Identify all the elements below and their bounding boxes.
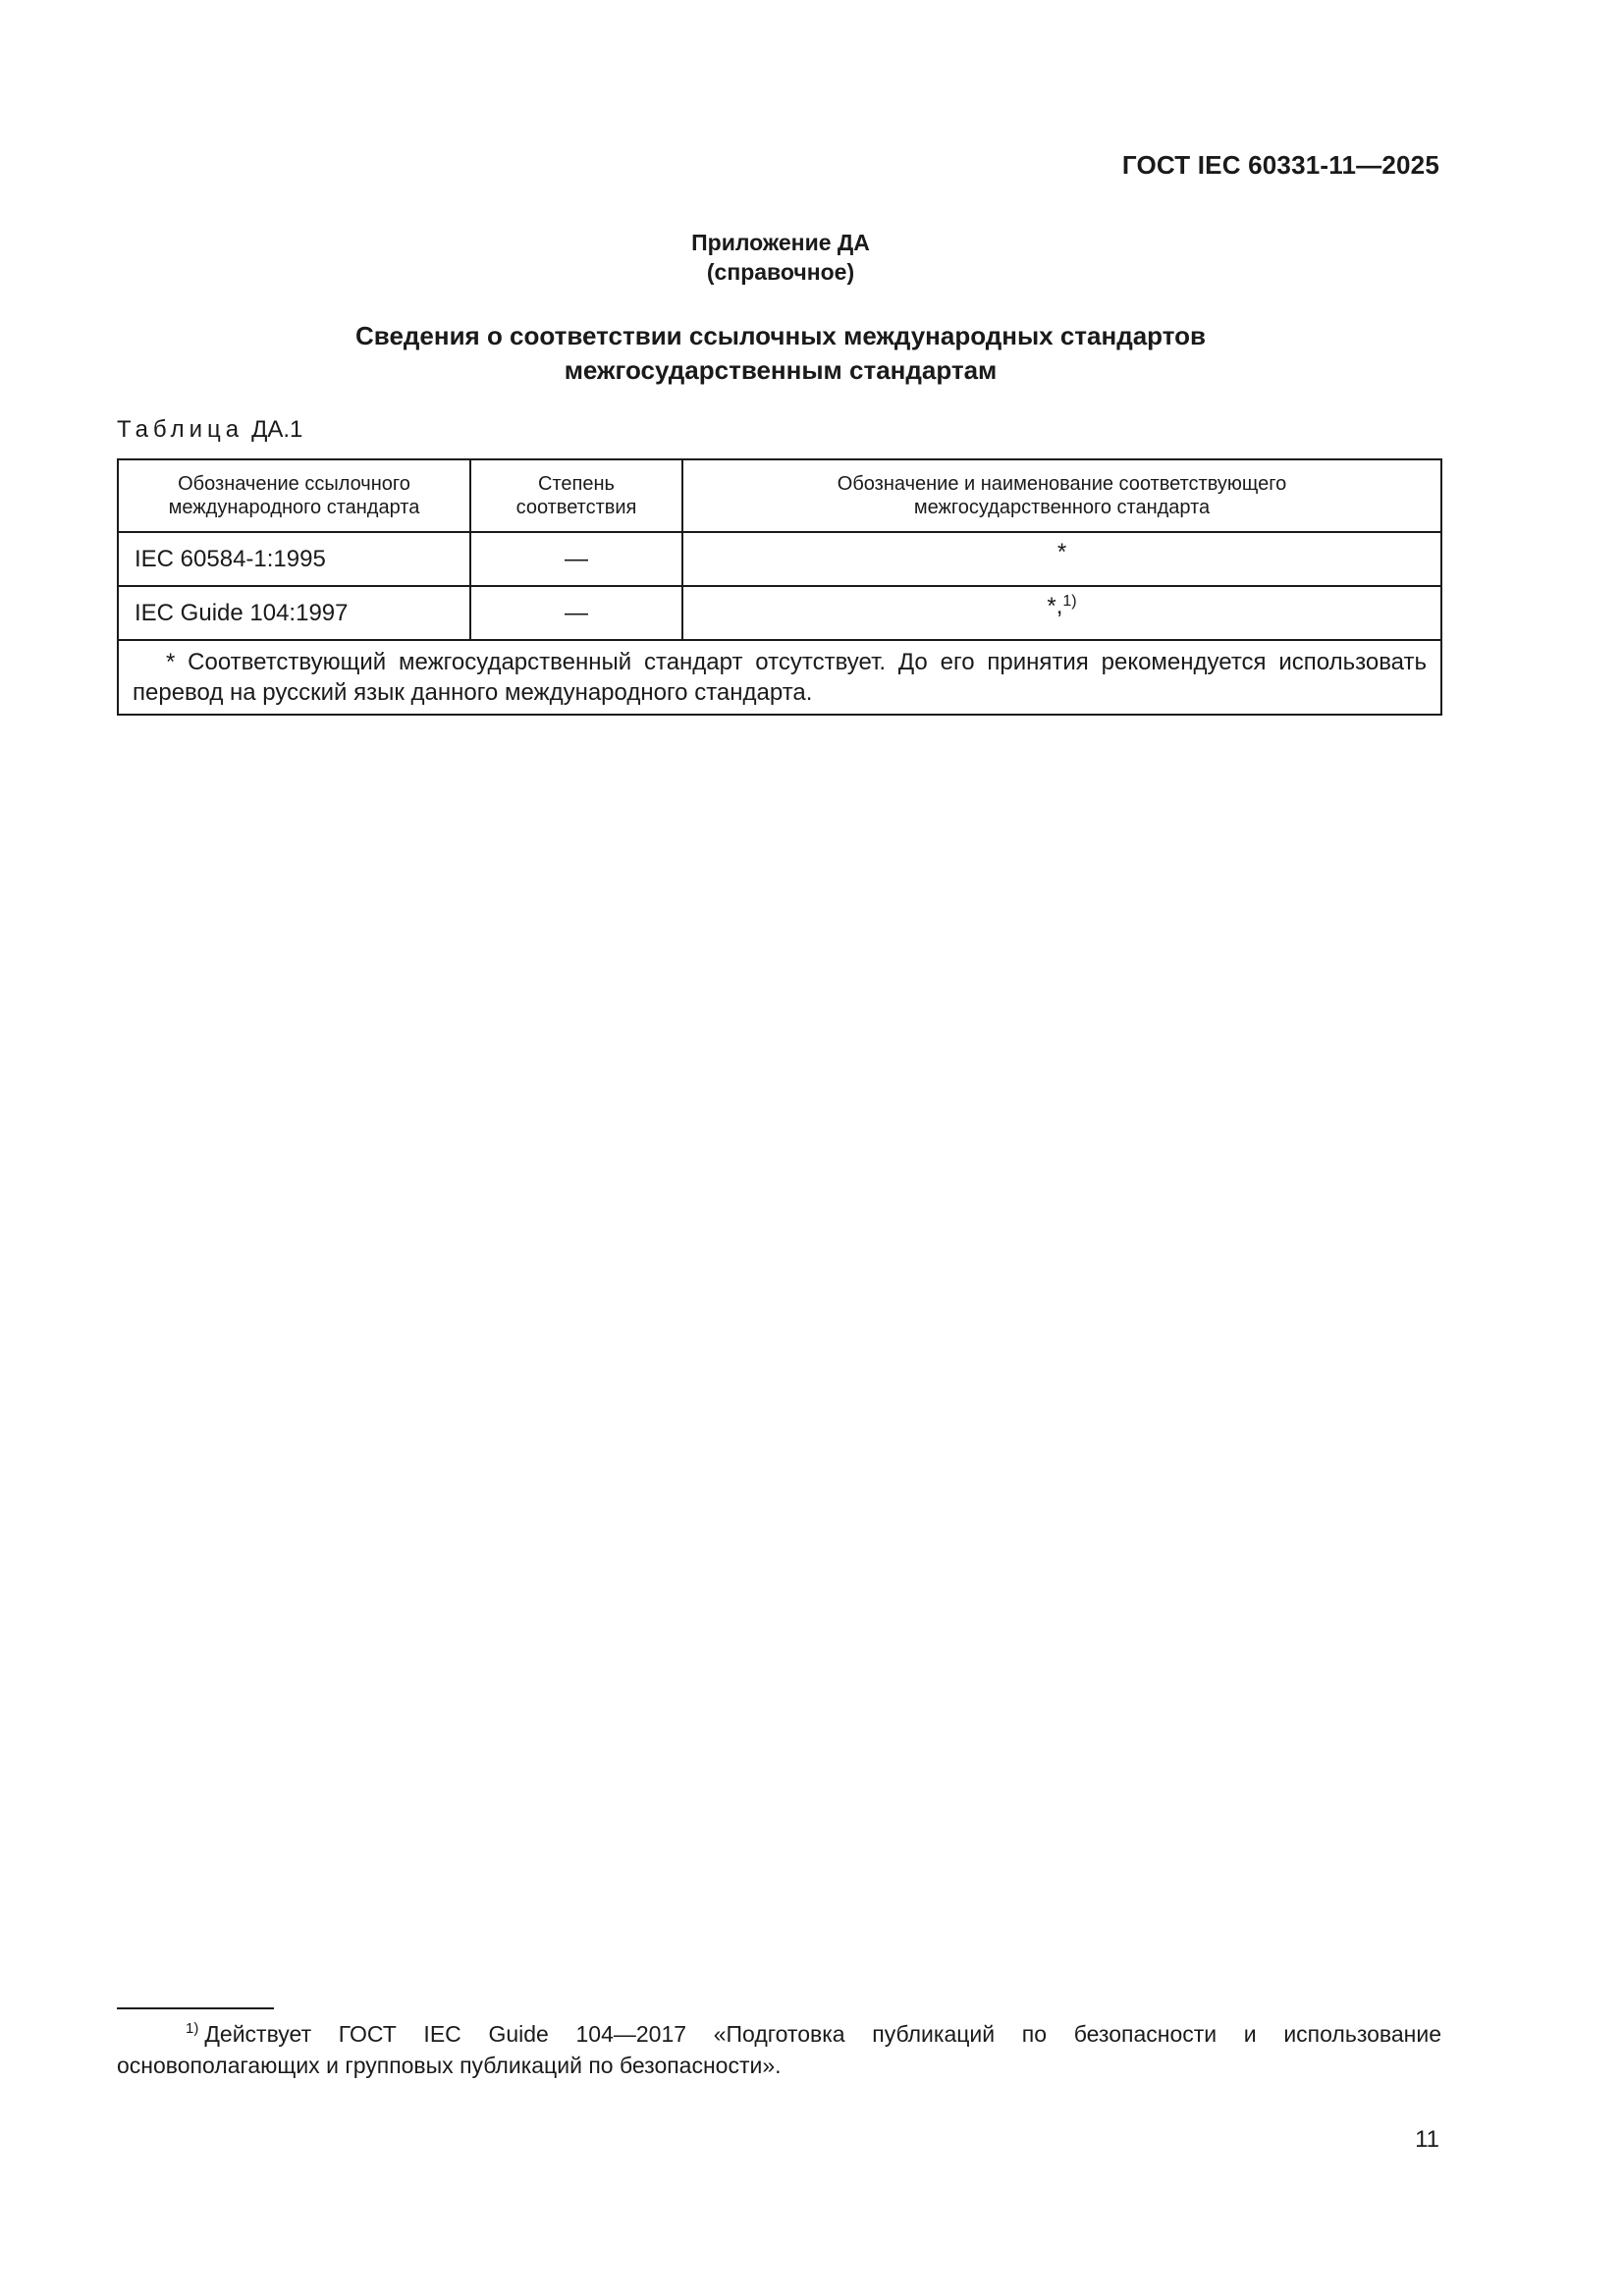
footnote-reference: 1) xyxy=(1062,593,1077,610)
page-footnote xyxy=(117,2018,1441,2081)
table-row xyxy=(118,586,1441,640)
cell-interstate-mark: *, xyxy=(1047,593,1063,619)
column-header-line: соответствия xyxy=(515,497,637,518)
cell-interstate xyxy=(682,532,1441,586)
footnote-divider xyxy=(117,2007,274,2009)
table-header-row xyxy=(118,459,1441,532)
correspondence-table xyxy=(117,458,1442,716)
table-caption xyxy=(117,416,302,444)
column-header-degree xyxy=(470,459,682,532)
annex-title-line-2: межгосударственным стандартам xyxy=(564,355,998,385)
document-code: ГОСТ IEC 60331-11—2025 xyxy=(1121,150,1439,180)
table-note-text: * Соответствующий межгосударственный стандарт отсутствует. До его принятия рекомендуется использовать перевод на русский язык данного международного стандарта. xyxy=(133,649,1427,706)
cell-degree: — xyxy=(470,532,682,586)
table-note-row xyxy=(118,640,1441,715)
column-header-line: межгосударственного стандарта xyxy=(913,497,1211,518)
cell-degree: — xyxy=(470,586,682,640)
column-header-line: Обозначение и наименование соответствующего xyxy=(837,473,1287,495)
column-header-international-standard xyxy=(118,459,470,532)
footnote-text: Действует ГОСТ IEC Guide 104—2017 «Подготовка публикаций по безопасности и использование xyxy=(204,2021,1441,2047)
footnote-line-2: основополагающих и групповых публикаций по безопасности». xyxy=(117,2053,782,2078)
column-header-line: Обозначение ссылочного xyxy=(178,473,410,495)
table-caption-number: ДА.1 xyxy=(251,416,303,443)
cell-standard: IEC 60584-1:1995 xyxy=(118,532,470,586)
annex-title xyxy=(0,319,1561,388)
annex-status: (справочное) xyxy=(706,259,855,285)
cell-standard: IEC Guide 104:1997 xyxy=(118,586,470,640)
page-number: 11 xyxy=(1415,2126,1439,2153)
cell-interstate xyxy=(682,586,1441,640)
column-header-interstate-standard xyxy=(682,459,1441,532)
table-row xyxy=(118,532,1441,586)
footnote-line-1 xyxy=(117,2018,1441,2050)
table-note xyxy=(118,640,1441,715)
annex-label: Приложение ДА xyxy=(691,230,870,255)
column-header-line: международного стандарта xyxy=(168,497,420,518)
footnote-marker: 1) xyxy=(186,2020,199,2037)
column-header-line: Степень xyxy=(538,473,615,495)
cell-interstate-mark: * xyxy=(1056,539,1067,565)
table-caption-prefix: Таблица xyxy=(117,416,244,443)
annex-heading xyxy=(0,228,1561,287)
annex-title-line-1: Сведения о соответствии ссылочных международных стандартов xyxy=(355,321,1206,350)
